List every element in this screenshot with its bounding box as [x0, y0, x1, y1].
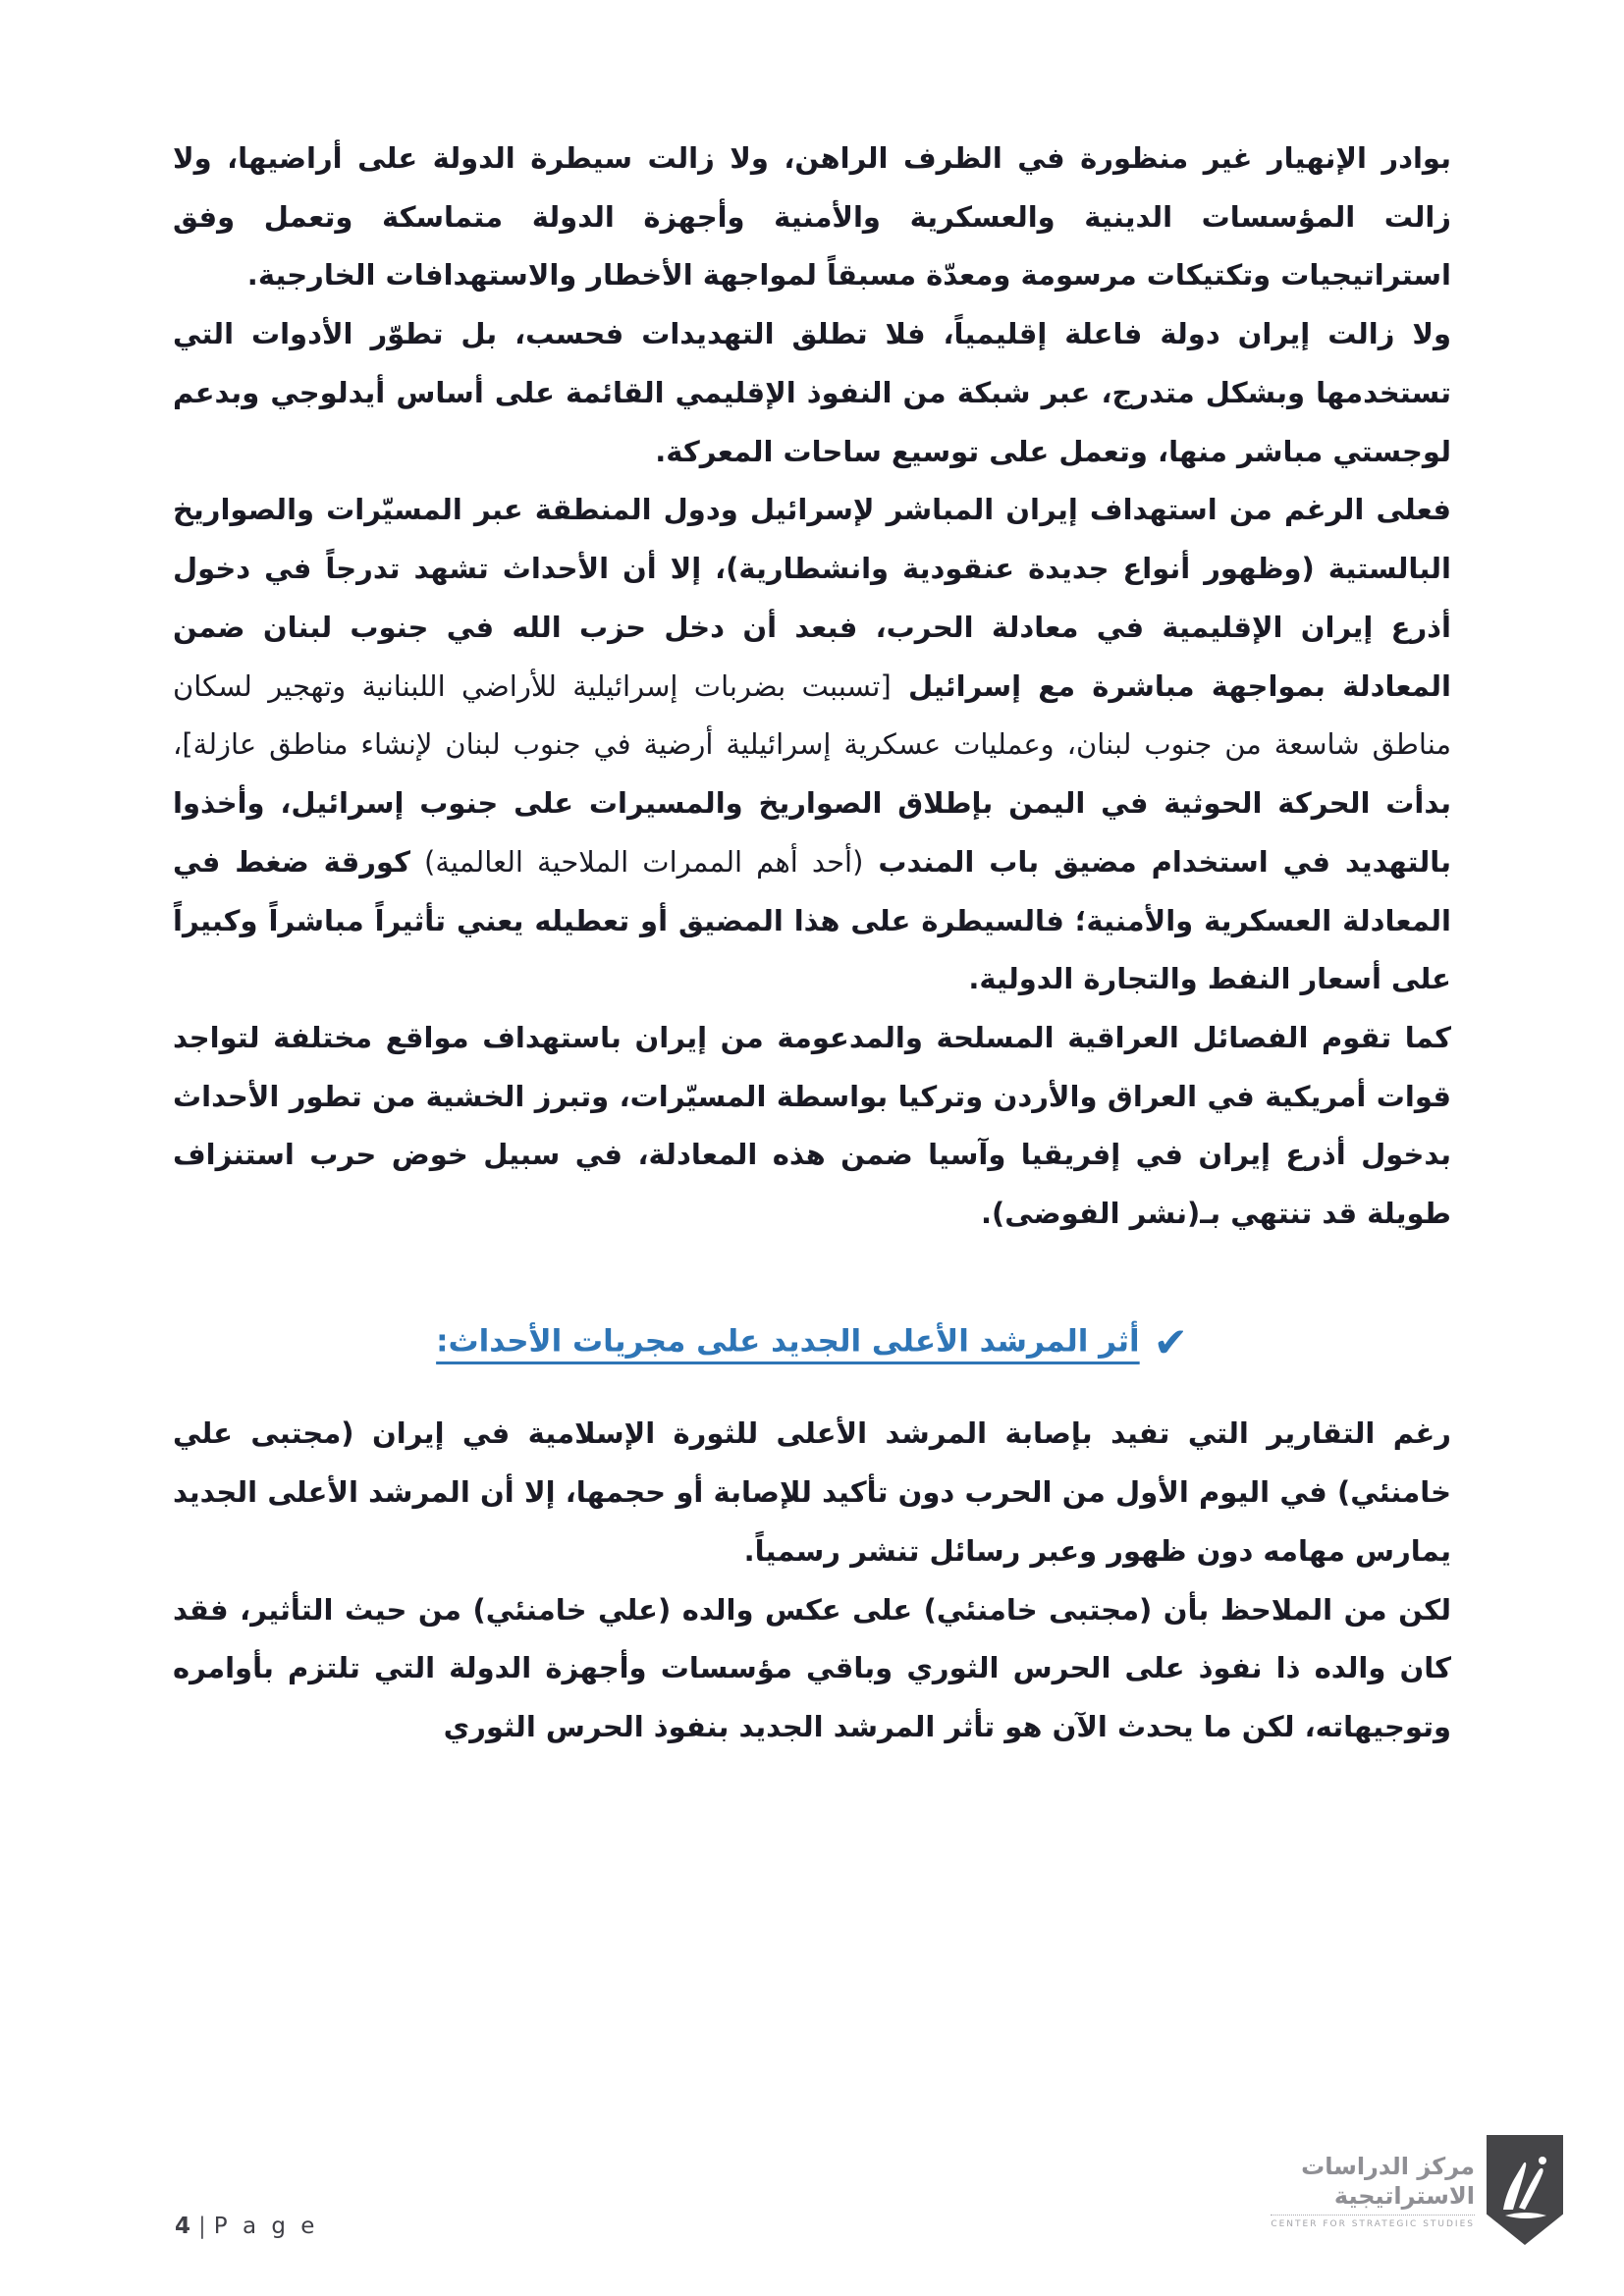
paragraph-4: كما تقوم الفصائل العراقية المسلحة والمدعومة من إيران باستهداف مواقع مختلفة لتواجد قوات أمريكية في العراق والأردن وتركيا بواسطة المسيّرات، وتبرز الخشية من تطور الأحداث بدخول أذرع إيران في إفريقيا وآسيا ضمن هذه المعادلة، في سبيل خوض حرب استنزاف طويلة قد تنتهي بـ(نشر الفوضى).: [173, 1021, 1451, 1231]
checkmark-icon: ✔: [1153, 1317, 1188, 1366]
paragraph-3-segment-bold: كورقة ضغط في المعادلة العسكرية والأمنية؛ فالسيطرة على هذا المضيق أو تعطيله يعني تأثيراً مباشراً وكبيراً على أسعار النفط والتجارة الدولية.: [173, 844, 1451, 996]
paragraph-6: لكن من الملاحظ بأن (مجتبى خامنئي) على عكس والده (علي خامنئي) من حيث التأثير، فقد كان والده ذا نفوذ على الحرس الثوري وباقي مؤسسات وأجهزة الدولة التي تلتزم بأوامره وتوجيهاته، لكن ما يحدث الآن هو تأثر المرشد الجديد بنفوذ الحرس الثوري: [173, 1592, 1451, 1744]
section-heading-text: أثر المرشد الأعلى الجديد على مجريات الأحداث:: [436, 1323, 1140, 1360]
org-logo-text: [1271, 2152, 1475, 2229]
paragraph-3-segment-regular: [تسببت بضربات إسرائيلية للأراضي اللبنانية وتهجير لسكان مناطق شاسعة من جنوب لبنان، وعمليات عسكرية إسرائيلية أرضية في جنوب لبنان لإنشاء مناطق عازلة]،: [173, 668, 1451, 762]
org-name-arabic-line1: مركز الدراسات: [1301, 2152, 1475, 2180]
org-logo: [1271, 2135, 1563, 2245]
section-heading: [173, 1301, 1451, 1386]
org-name-arabic-line2: الاستراتيجية: [1271, 2181, 1475, 2216]
page-number: [175, 2214, 318, 2239]
page-content: [173, 130, 1451, 1757]
org-name-english: CENTER FOR STRATEGIC STUDIES: [1271, 2218, 1475, 2229]
paragraph-3: [173, 481, 1451, 1009]
logo-shield-icon: [1487, 2135, 1563, 2245]
paragraph-3-segment-bold: فعلى الرغم من استهداف إيران المباشر لإسرائيل ودول المنطقة عبر المسيّرات والصواريخ البالستية (وظهور أنواع جديدة عنقودية وانشطارية)، إلا أن الأحداث تشهد تدرجاً في دخول أذرع إيران الإقليمية في معادلة الحرب، فبعد أن دخل حزب الله في جنوب لبنان ضمن المعادلة بمواجهة مباشرة مع إسرائيل: [173, 493, 1451, 703]
paragraph-1: بوادر الإنهيار غير منظورة في الظرف الراهن، ولا زالت سيطرة الدولة على أراضيها، ولا زالت المؤسسات الدينية والعسكرية والأمنية وأجهزة الدولة متماسكة وتعمل وفق استراتيجيات وتكتيكات مرسومة ومعدّة مسبقاً لمواجهة الأخطار والاستهدافات الخارجية.: [173, 141, 1451, 293]
paragraph-3-segment-bold: بدأت الحركة الحوثية في اليمن بإطلاق الصواريخ والمسيرات على جنوب إسرائيل، وأخذوا بالتهديد في استخدام مضيق باب المندب: [173, 786, 1451, 879]
page-number-separator: |: [198, 2214, 206, 2239]
paragraph-3-segment-regular: (أحد أهم الممرات الملاحية العالمية): [409, 844, 864, 879]
page-number-label: P a g e: [213, 2214, 319, 2239]
paragraph-2: ولا زالت إيران دولة فاعلة إقليمياً، فلا تطلق التهديدات فحسب، بل تطوّر الأدوات التي تستخدمها وبشكل متدرج، عبر شبكة من النفوذ الإقليمي القائمة على أساس أيدلوجي وبدعم لوجستي مباشر منها، وتعمل على توسيع ساحات المعركة.: [173, 317, 1451, 468]
page-number-value: 4: [175, 2214, 191, 2239]
paragraph-5: رغم التقارير التي تفيد بإصابة المرشد الأعلى للثورة الإسلامية في إيران (مجتبى علي خامنئي) في اليوم الأول من الحرب دون تأكيد للإصابة أو حجمها، إلا أن المرشد الأعلى الجديد يمارس مهامه دون ظهور وعبر رسائل تنشر رسمياً.: [173, 1416, 1451, 1568]
